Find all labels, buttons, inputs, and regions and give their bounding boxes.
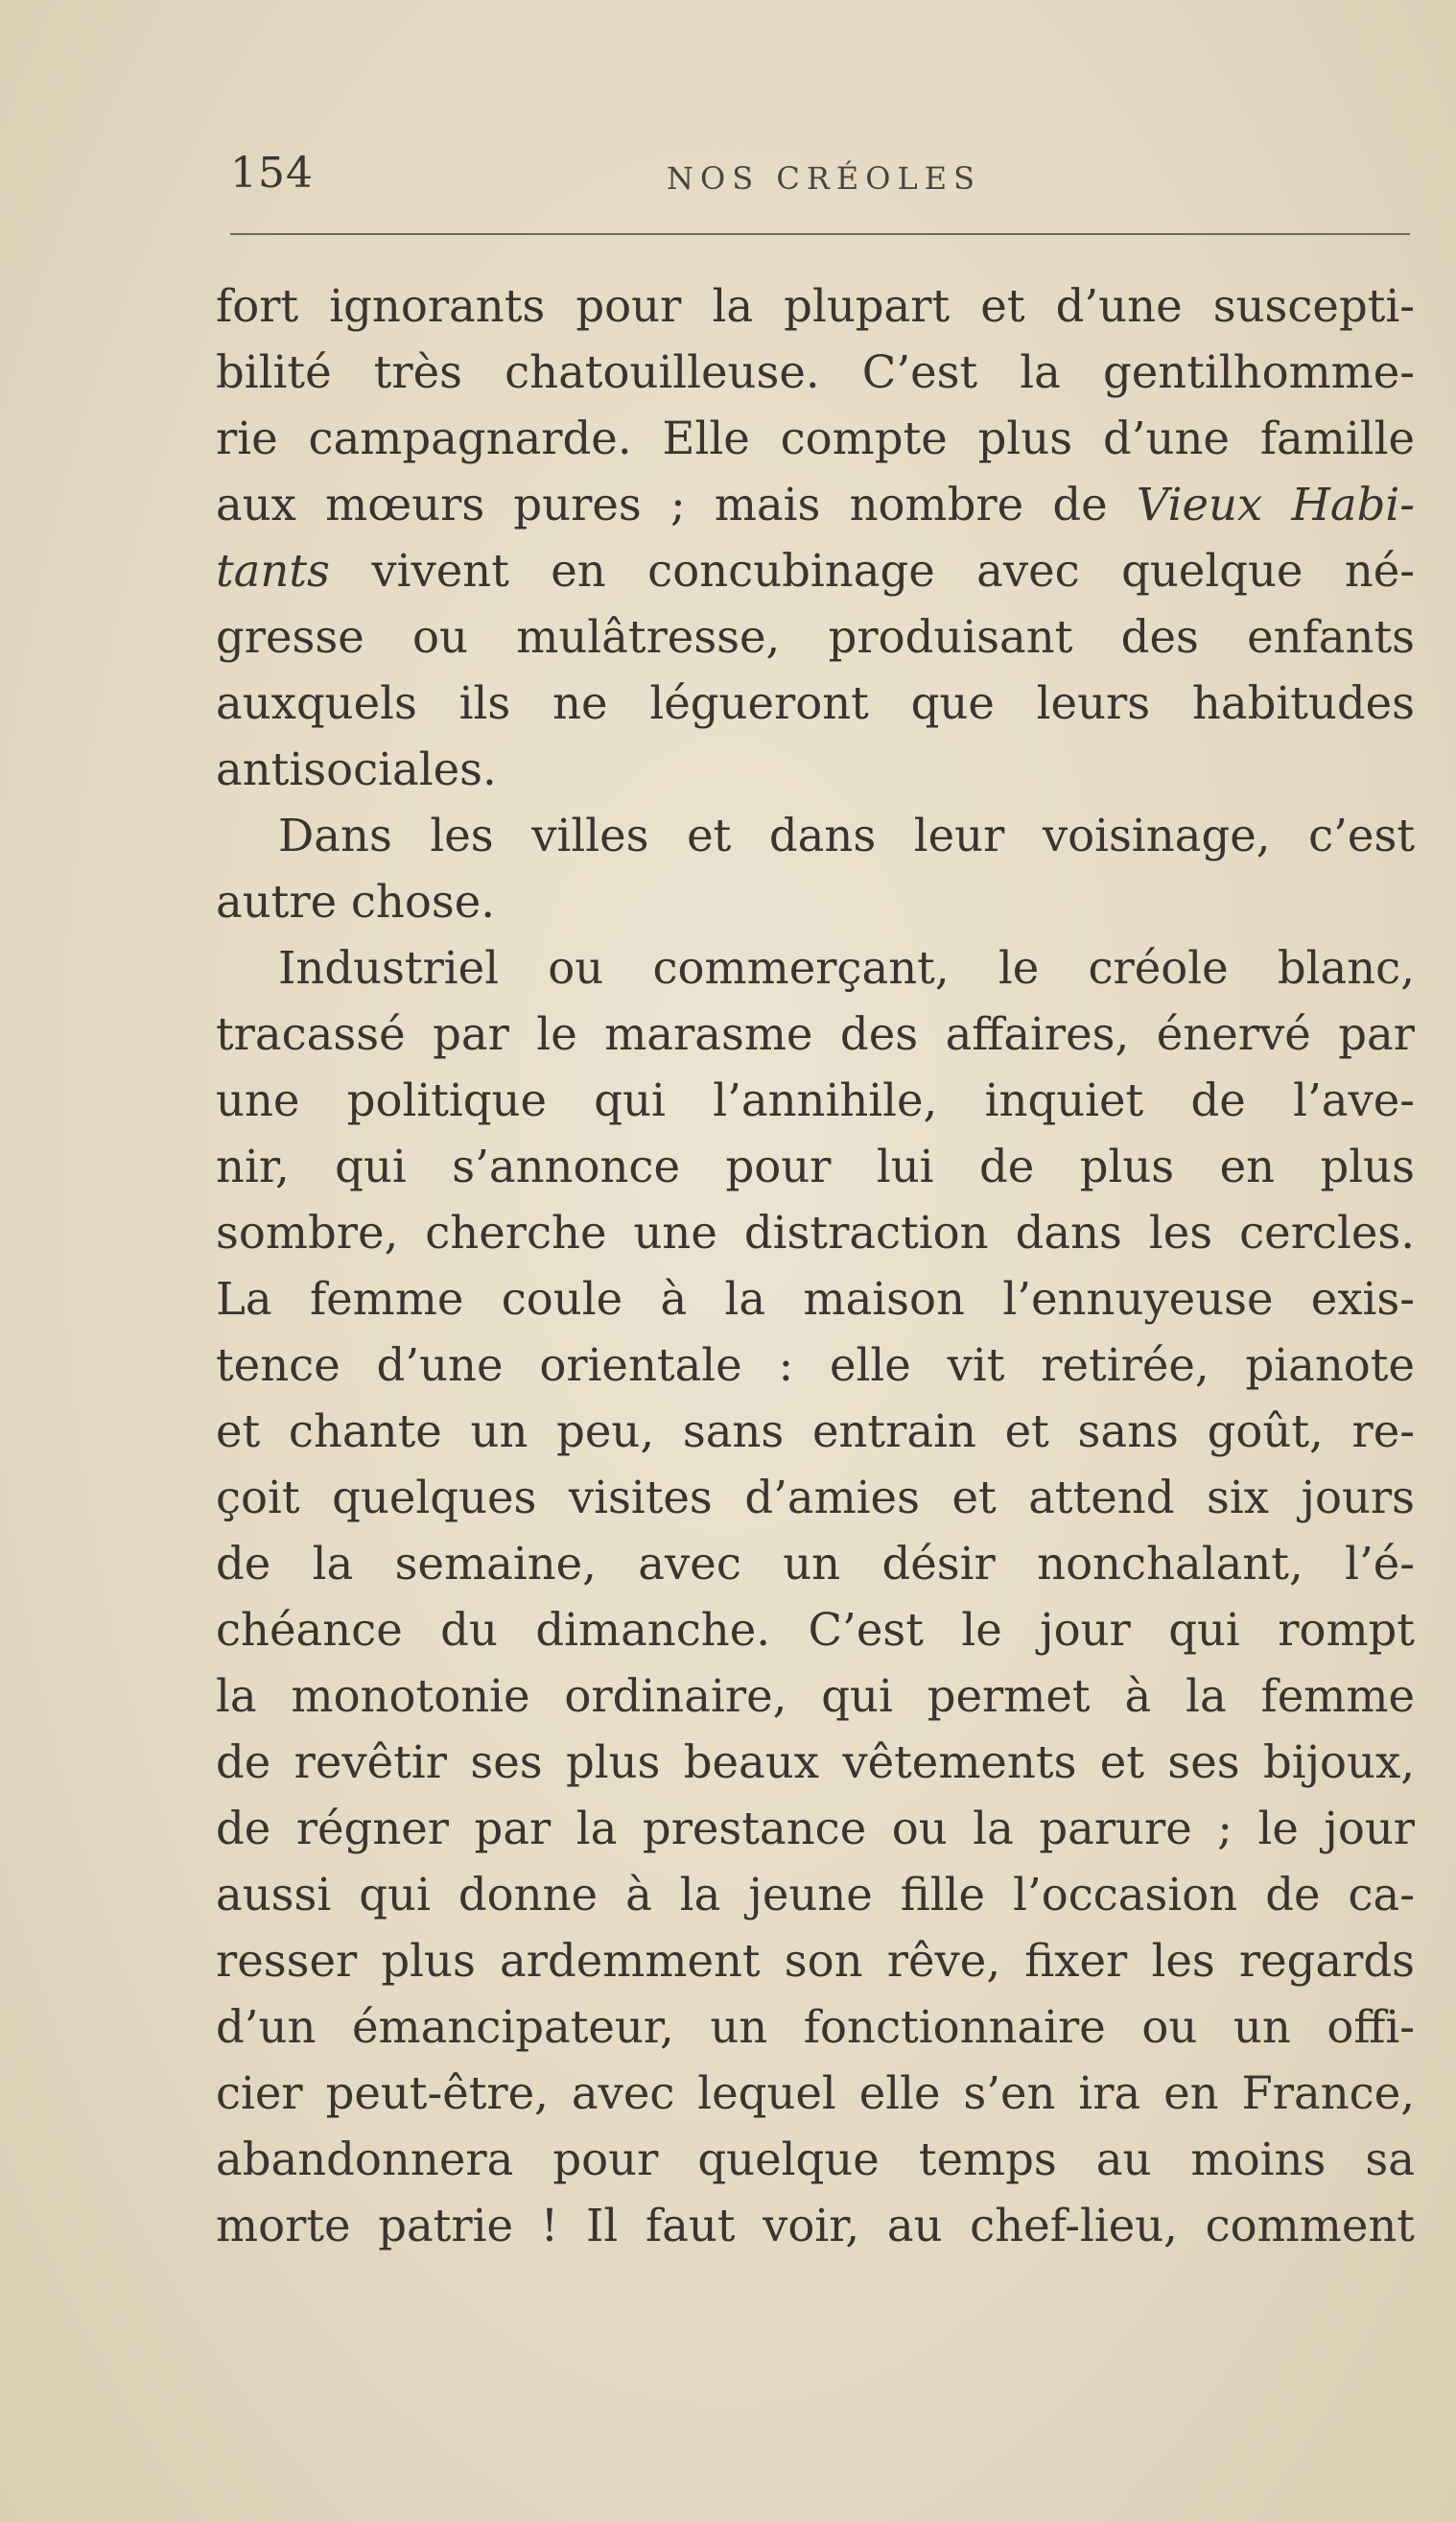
text-line: Dans les villes et dans leur voisinage, c’est xyxy=(278,810,1415,861)
header-rule xyxy=(230,233,1410,235)
text-line: morte patrie ! Il faut voir, au chef-lieu, comment xyxy=(216,2200,1415,2251)
text-line: rie campagnarde. Elle compte plus d’une famille xyxy=(216,412,1415,464)
page-header xyxy=(230,149,1410,206)
text-line: une politique qui l’annihile, inquiet de l’ave- xyxy=(216,1074,1415,1126)
italic-term: tants xyxy=(216,545,330,597)
page-number: 154 xyxy=(230,149,314,198)
text-line: de la semaine, avec un désir nonchalant, l’é- xyxy=(216,1538,1415,1590)
text-line: d’un émancipateur, un fonctionnaire ou un offi- xyxy=(216,2001,1415,2053)
text-line: abandonnera pour quelque temps au moins sa xyxy=(216,2133,1415,2185)
text-line: gresse ou mulâtresse, produisant des enfants xyxy=(216,611,1415,663)
text-line: tence d’une orientale : elle vit retirée, pianote xyxy=(216,1339,1415,1391)
text-line: resser plus ardemment son rêve, fixer les regards xyxy=(216,1935,1415,1987)
text-line: de revêtir ses plus beaux vêtements et ses bijoux, xyxy=(216,1736,1415,1788)
text-line: de régner par la prestance ou la parure ; le jour xyxy=(216,1803,1415,1854)
text-line: la monotonie ordinaire, qui permet à la femme xyxy=(216,1670,1415,1722)
running-title: NOS CRÉOLES xyxy=(667,160,982,197)
italic-term: Vieux Habi- xyxy=(1136,479,1416,530)
text-line: sombre, cherche une distraction dans les cercles. xyxy=(216,1207,1415,1259)
text-line: tants vivent en concubinage avec quelque né- xyxy=(216,545,1416,597)
text-line: et chante un peu, sans entrain et sans goût, re- xyxy=(216,1405,1415,1457)
text-line: aux mœurs pures ; mais nombre de Vieux Habi- xyxy=(216,479,1416,530)
body-text xyxy=(216,273,1415,2259)
text-line: aussi qui donne à la jeune fille l’occasion de ca- xyxy=(216,1869,1415,1921)
text-line: antisociales. xyxy=(216,743,497,795)
text-line: Industriel ou commerçant, le créole blanc, xyxy=(278,942,1415,994)
text-line: cier peut-être, avec lequel elle s’en ira en France, xyxy=(216,2067,1415,2119)
text-line: La femme coule à la maison l’ennuyeuse exis- xyxy=(216,1273,1415,1325)
text-line: auxquels ils ne légueront que leurs habitudes xyxy=(216,677,1415,729)
text-line: tracassé par le marasme des affaires, énervé par xyxy=(216,1008,1415,1060)
text-line: bilité très chatouilleuse. C’est la gentilhomme- xyxy=(216,346,1415,398)
text-line: chéance du dimanche. C’est le jour qui rompt xyxy=(216,1604,1415,1656)
text-line: autre chose. xyxy=(216,876,496,928)
text-line: fort ignorants pour la plupart et d’une suscepti- xyxy=(216,280,1415,332)
text-line: nir, qui s’annonce pour lui de plus en plus xyxy=(216,1141,1415,1192)
text-line: çoit quelques visites d’amies et attend six jours xyxy=(216,1472,1415,1523)
